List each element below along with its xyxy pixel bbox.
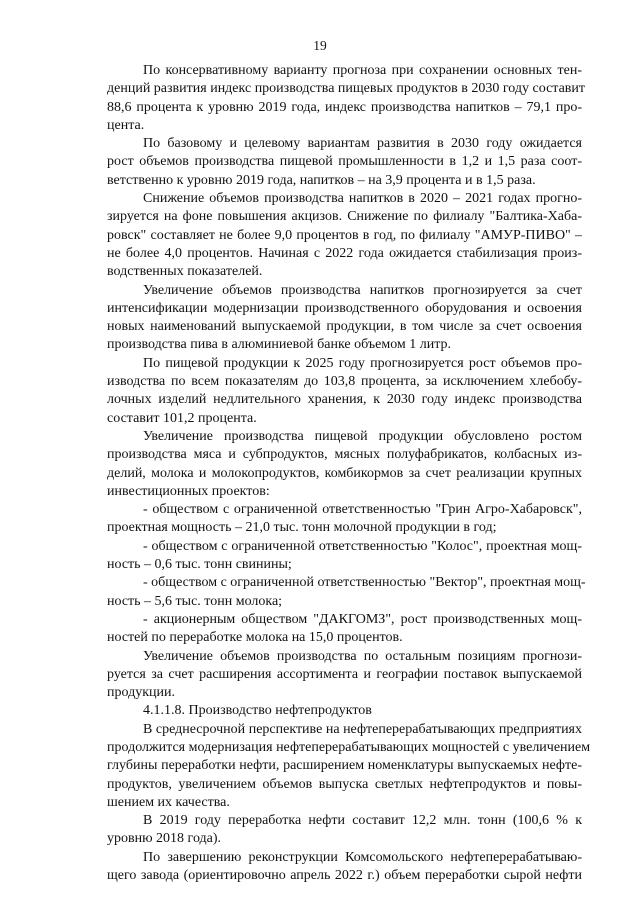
text-line: - обществом с ограниченной ответственностью "Вектор", проектная мощ- [143,575,586,591]
text-line: водственных показателей. [107,264,263,280]
text-line: ность – 5,6 тыс. тонн молока; [107,593,283,609]
text-line: продолжится модернизация нефтеперерабатывающих мощностей с увеличением [107,739,591,755]
text-line: - обществом с ограниченной ответственностью "Грин Агро-Хабаровск", [143,502,582,518]
text-line: глубины переработки нефти, расширением номенклатуры выпускаемых нефте- [107,758,582,774]
text-line: - обществом с ограниченной ответственностью "Колос", проектная мощ- [143,538,582,554]
text-line: щего завода (ориентировочно апрель 2022 г.) объем переработки сырой нефти [107,868,582,884]
text-line: руется за счет расширения ассортимента и географии поставок выпускаемой [107,666,582,682]
text-line: ностей по переработке молока на 15,0 процентов. [107,630,403,646]
text-line: В среднесрочной перспективе на нефтеперерабатывающих предприятиях [143,721,582,737]
text-line: Снижение объемов производства напитков в 2020 – 2021 годах прогно- [143,191,582,207]
text-line: 88,6 процента к уровню 2019 года, индекс производства напитков – 79,1 про- [107,99,582,115]
document-body [107,62,591,885]
text-line: производства мяса и субпродуктов, мясных полуфабрикатов, колбасных из- [107,447,582,463]
text-line: По базовому и целевому вариантам развития в 2030 году ожидается [143,136,582,152]
text-line: ность – 0,6 тыс. тонн свинины; [107,557,292,573]
text-line: шением их качества. [107,794,230,810]
text-line: - акционерным обществом "ДАКГОМЗ", рост производственных мощ- [143,611,582,627]
text-line: цента. [107,117,145,133]
text-line: продуктов, увеличением объемов выпуска светлых нефтепродуктов и повы- [107,776,582,792]
text-line: интенсификации модернизации производственного оборудования и освоения [107,300,582,316]
text-line: продукции. [107,685,175,701]
text-line: составит 101,2 процента. [107,410,257,426]
text-line: рост объемов производства пищевой промышленности в 1,2 и 1,5 раза соот- [107,154,582,170]
text-line: новых наименований выпускаемой продукции, в том числе за счет освоения [107,319,582,335]
text-line: изводства по всем показателям до 103,8 процента, за исключением хлебобу- [107,374,582,390]
text-line: ветственно к уровню 2019 года, напитков – на 3,9 процента и в 1,5 раза. [107,172,536,188]
text-line: инвестиционных проектов: [107,483,270,499]
text-line: Увеличение производства пищевой продукции обусловлено ростом [143,428,582,444]
text-line: уровню 2018 года). [107,831,222,847]
text-line: ровск" составляет не более 9,0 процентов в год, по филиалу "АМУР-ПИВО" – [107,227,582,243]
text-line: По консервативному варианту прогноза при сохранении основных тен- [143,63,582,78]
text-line: производства пива в алюминиевой банке объемом 1 литр. [107,337,452,353]
text-line: проектная мощность – 21,0 тыс. тонн молочной продукции в год; [107,520,497,536]
text-line: Увеличение объемов производства по остальным позициям прогнози- [143,648,582,664]
text-line: Увеличение объемов производства напитков прогнозируется за счет [143,282,582,298]
text-line: денций развития индекс производства пищевых продуктов в 2030 году составит [107,81,586,97]
text-line: По пищевой продукции к 2025 году прогнозируется рост объемов про- [143,355,582,371]
text-line: 4.1.1.8. Производство нефтепродуктов [143,703,372,719]
page-number: 19 [313,38,327,53]
text-line: В 2019 году переработка нефти составит 12,2 млн. тонн (100,6 % к [143,813,582,829]
text-line: По завершению реконструкции Комсомольского нефтеперерабатываю- [143,849,582,865]
text-line: не более 4,0 процентов. Начиная с 2022 года ожидается стабилизация произ- [107,245,582,261]
text-line: лочных изделий недлительного хранения, к 2030 году индекс производства [107,392,582,408]
text-line: делий, молока и молокопродуктов, комбикормов за счет реализации крупных [107,465,582,481]
text-line: зируется на фоне повышения акцизов. Снижение по филиалу "Балтика-Хаба- [107,209,582,225]
